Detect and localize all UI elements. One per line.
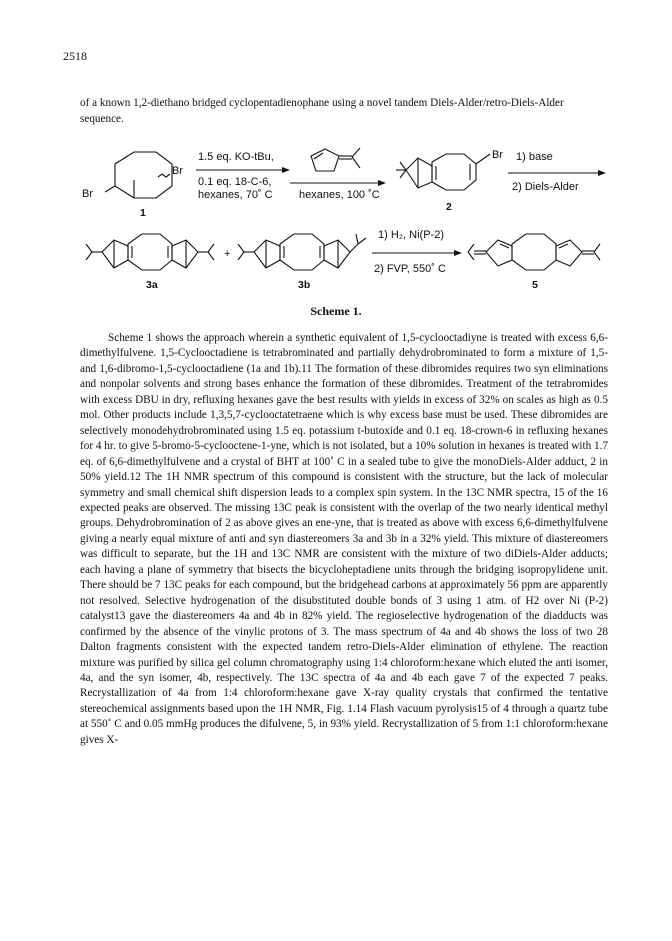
reaction-arrow-2 (290, 180, 386, 186)
plus-sign: + (224, 248, 231, 260)
compound-label-3b: 3b (298, 279, 311, 291)
reaction-arrow-4 (372, 250, 462, 256)
body-text (80, 331, 608, 748)
reagent-step1-line3: hexanes, 70˚ C (198, 189, 273, 201)
reaction-arrow-1 (196, 167, 290, 173)
compound-3a-structure (86, 234, 214, 291)
reagent-step1-line1: 1.5 eq. KO-tBu, (198, 151, 274, 163)
body-paragraph: Scheme 1 shows the approach wherein a synthetic equivalent of 1,5-cyclooctadiyne is treated with excess 6,6-dimethylfulvene. 1,5-Cyclooctadiene is tetrabrominated and partially dehydrobrominated to form a mixture of 1,5- and 1,6-dibromo-1,5-cyclooctadiene (1a and 1b).11 The formation of these dibromides requires two syn eliminations and nonpolar solvents and strong bases enhance the formation of these dibromides. Treatment of the tetrabromides with excess DBU in dry, refluxing hexanes gave the best results with yields in excess of 32% on scales as high as 0.5 mol. Other products include 1,3,5,7-cyclooctatetraene which is why excess base must be used. These dibromides are selectively monodehydrobrominated using 1.5 eq. potassium t-butoxide and 0.1 eq. 18-crown-6 in refluxing hexanes for 4 hr. to give 5-bromo-5-cyclooctene-1-yne, which is not isolated, but a 10% solution in hexanes is treated with 1.7 eq. of 6,6-dimethylfulvene and a crystal of BHT at 100˚ C in a sealed tube to give the monoDiels-Alder adduct, 2 in 50% yield.12 The 1H NMR spectrum of this compound is consistent with the structure, but the lack of molecular symmetry and small chemical shift dispersion leads to a complex spin system. In the 13C NMR spectra, 15 of the 16 expected peaks are observed. The missing 13C peak is consistent with the overlap of the two nearly identical methyl groups. Dehydrobromination of 2 as above gives an ene-yne, that is treated as above with excess 6,6-dimethylfulvene giving a nearly equal mixture of anti and syn diastereomers 3a and 3b in a 32% yield. This mixture of diastereomers was difficult to separate, but the 1H and 13C NMR are consistent with the mixture of two diDiels-Alder adducts; each having a plane of symmetry that bisects the bicycloheptadiene units through the bridging isopropylidene unit. There should be 7 13C peaks for each compound, but the bridgehead carbons at approximately 56 ppm are apparently not resolved. Selective hydrogenation of the disubstituted double bonds of 3 using 1 atm. of H2 over Ni (P-2) catalyst13 gave the diastereomers 4a and 4b in 82% yield. The regioselective hydrogenation of the diadducts was confirmed by the absence of the vinylic protons of 3. The mass spectrum of 4a and 4b shows the loss of two 28 Dalton fragments consistent with the expected tandem retro-Diels-Alder elimination of ethylene. The reaction mixture was purified by silica gel column chromatography using 1:4 chloroform:hexane which eluted the anti isomer, 4a, and the syn isomer, 4b, respectively. The 13C spectra of 4a and 4b each gave 7 of the expected 7 peaks. Recrystallization of 4a from 1:4 chloroform:hexane gave X-ray quality crystals that confirmed the tentative stereochemical assignments based upon the 1H NMR, Fig. 1.14 Flash vacuum pyrolysis15 of 4 through a quartz tube at 550˚ C and 0.05 mmHg produces the difulvene, 5, in 93% yield. Recrystallization of 5 from 1:1 chloroform:hexane gives X- (80, 332, 608, 746)
reagent-step4-line1: 1) H₂, Ni(P-2) (378, 229, 444, 241)
dimethylfulvene-structure (311, 148, 360, 171)
bromine-label-1a: Br (82, 188, 93, 200)
reagent-step1-line2: 0.1 eq. 18-C-6, (198, 176, 272, 188)
compound-3b-structure (238, 234, 366, 291)
reagent-step4-line2: 2) FVP, 550˚ C (374, 263, 446, 275)
compound-2-structure (396, 149, 503, 213)
compound-1-structure (82, 152, 183, 219)
compound-label-2: 2 (446, 201, 452, 213)
compound-5-structure (468, 234, 600, 291)
compound-label-1: 1 (140, 207, 146, 219)
reaction-arrow-3 (508, 170, 606, 176)
compound-label-5: 5 (532, 279, 538, 291)
bromine-label-1b: Br (172, 165, 183, 177)
page-number: 2518 (63, 49, 87, 63)
reagent-step3-line1: 1) base (516, 151, 553, 163)
scheme-caption: Scheme 1. (310, 304, 362, 318)
bromine-label-2: Br (492, 149, 503, 161)
reagent-step2: hexanes, 100 ˚C (299, 189, 380, 201)
reagent-step3-line2: 2) Diels-Alder (512, 181, 579, 193)
reaction-scheme (0, 140, 672, 320)
compound-label-3a: 3a (146, 279, 158, 291)
intro-text: of a known 1,2-diethano bridged cyclopentadienophane using a novel tandem Diels-Alder/retro-Diels-Alder sequence. (80, 97, 564, 125)
